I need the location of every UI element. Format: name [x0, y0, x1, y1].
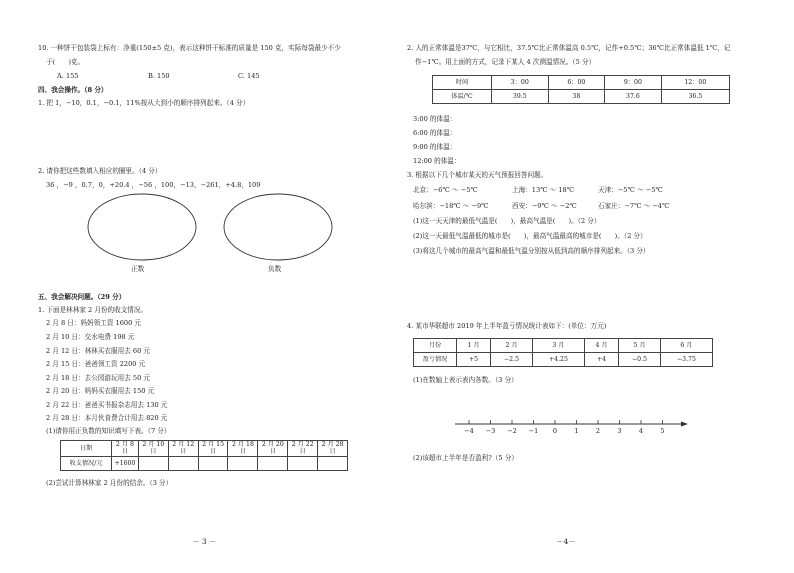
city-temp: 北京：−6℃ ～ −5℃ — [413, 186, 478, 194]
record-item: 2 月 12 日：林林买衣服用去 60 元 — [46, 347, 150, 355]
table-row — [414, 353, 713, 367]
answer-line: 9:00 的体温： — [413, 143, 457, 151]
q3-sub2: (2)这一天最低气温最低的城市是( )，最高气温最高的城市是( )。（2 分） — [413, 232, 647, 240]
table-header: 月份 — [414, 339, 457, 353]
answer-line: 3:00 的体温： — [413, 115, 457, 123]
table-header: 3：00 — [492, 76, 549, 90]
table-cell[interactable] — [168, 456, 198, 470]
table-header: 2 月 22 日 — [288, 441, 318, 457]
table-cell: −0.5 — [619, 353, 661, 367]
number-line-label: −1 — [528, 427, 539, 435]
city-temp: 哈尔滨：−18℃ ～ −9℃ — [413, 202, 489, 210]
table-cell: 36.5 — [661, 90, 729, 104]
table-cell: 39.5 — [492, 90, 549, 104]
number-line-label: 1 — [574, 427, 579, 435]
table-header: 1 月 — [457, 339, 491, 353]
table-cell: +5 — [457, 353, 491, 367]
q10-text: 10. 一种饼干包装袋上标有：净重(150±5 克)，表示这种饼干标准的质量是 150 克，实际每袋最少不少 — [38, 44, 341, 52]
answer-line: 6:00 的体温： — [413, 129, 457, 137]
number-line-label: −2 — [507, 427, 517, 435]
table-header: 9：00 — [605, 76, 662, 90]
table-cell: 37.6 — [605, 90, 662, 104]
q2-text-cont: 作−1℃。用上面的方式，记录下某人 4 次测温情况。（5 分） — [415, 58, 596, 66]
q10-option-b: B. 150 — [148, 72, 170, 80]
table-cell[interactable] — [318, 456, 348, 470]
section5-sub2: (2)尝试计算林林家 2 月份的结余。（3 分） — [46, 479, 173, 487]
q2-text: 2. 人的正常体温是37℃，与它相比，37.5℃比正常体温高 0.5℃，记作+0.5℃；36℃比正常体温低 1℃，记 — [407, 44, 731, 52]
number-line-label: 3 — [617, 427, 622, 435]
table-header: 3 月 — [532, 339, 584, 353]
record-item: 2 月 10 日：交水电费 198 元 — [46, 333, 135, 341]
table-header: 4 月 — [584, 339, 618, 353]
city-temp: 西安：−9℃ ～ −2℃ — [512, 202, 577, 210]
table-cell: −2.5 — [491, 353, 533, 367]
number-line — [455, 418, 695, 438]
q3-text: 3. 根据以下几个城市某天的天气预报回答问题。 — [407, 171, 548, 179]
table-cell: 38 — [548, 90, 605, 104]
answer-line: 12:00 的体温： — [413, 157, 461, 165]
table-header: 2 月 15 日 — [198, 441, 228, 457]
section5-title: 五、我会解决问题。（29 分） — [38, 293, 126, 301]
row-label: 收支情况/元 — [61, 456, 112, 470]
record-item: 2 月 28 日：本月伙食费合计用去 820 元 — [46, 414, 168, 422]
positive-ellipse — [86, 192, 198, 262]
table-header: 2 月 8 日 — [112, 441, 139, 457]
table-cell: +4.25 — [532, 353, 584, 367]
record-item: 2 月 20 日：妈妈买衣服用去 150 元 — [46, 387, 155, 395]
row-label: 体温/℃ — [433, 90, 492, 104]
table-header: 2 月 — [491, 339, 533, 353]
page-number-left: － 3 － — [192, 537, 217, 546]
table-cell[interactable]: +1600 — [112, 456, 139, 470]
number-line-label: −3 — [485, 427, 496, 435]
table-header: 2 月 10 日 — [138, 441, 168, 457]
record-item: 2 月 22 日：爸爸买书报杂志用去 130 元 — [46, 401, 168, 409]
section4-title: 四、我会操作。（8 分） — [38, 86, 108, 94]
profit-loss-table — [413, 338, 713, 367]
number-line-label: 5 — [660, 427, 665, 435]
number-line-label: 0 — [552, 427, 558, 435]
table-cell: +4 — [584, 353, 618, 367]
negative-label: 负数 — [268, 265, 282, 273]
table-cell[interactable] — [258, 456, 288, 470]
table-header: 6 月 — [660, 339, 712, 353]
table-row — [433, 90, 730, 104]
table-header: 6：00 — [548, 76, 605, 90]
section4-q1: 1. 把 1，−10，0.1，−0.1，11%按从大到小的顺序排列起来。（4 分） — [38, 99, 250, 107]
table-cell[interactable] — [288, 456, 318, 470]
q10-text-cont: 于( )克。 — [46, 58, 85, 66]
city-temp: 上海：13℃ ～ 18℃ — [512, 186, 575, 194]
table-header: 2 月 20 日 — [258, 441, 288, 457]
q3-sub1: (1)这一天天津的最低气温是( )，最高气温是( )。（2 分） — [413, 217, 601, 225]
page-number-right: －4－ — [556, 537, 576, 546]
city-temp: 天津：−5℃ ～ −5℃ — [598, 186, 663, 194]
table-cell[interactable] — [138, 456, 168, 470]
section5-sub1: (1)请你用正负数的知识填写下表。（7 分） — [46, 427, 171, 435]
table-row — [433, 76, 730, 90]
table-header: 2 月 12 日 — [168, 441, 198, 457]
q4-sub1: (1)在数轴上表示表内各数。（3 分） — [413, 376, 518, 384]
q3-sub3: (3)将这几个城市的最高气温和最低气温分别按从低到高的顺序排列起来。（3 分） — [413, 247, 650, 255]
table-header: 2 月 18 日 — [228, 441, 258, 457]
record-item: 2 月 15 日：爸爸领工资 2200 元 — [46, 360, 146, 368]
income-expense-table — [60, 440, 348, 471]
city-temp: 石家庄：−7℃ ～ −4℃ — [598, 202, 670, 210]
q4-sub2: (2)该超市上半年是否盈利?（5 分） — [413, 454, 518, 462]
table-header: 5 月 — [619, 339, 661, 353]
number-line-label: −4 — [464, 427, 474, 435]
positive-label: 正数 — [131, 265, 145, 273]
table-cell: −3.75 — [660, 353, 712, 367]
row-label: 盈亏情况 — [414, 353, 457, 367]
table-header: 12：00 — [661, 76, 729, 90]
temperature-table — [432, 75, 730, 104]
number-list: 36 ，−9 ，0.7，0，+20.4 ，−56 ，100，−13，−261，+4.8，109 — [46, 181, 261, 189]
section4-q2: 2. 请你把这些数填入相应的圈里。（4 分） — [38, 167, 162, 175]
table-row — [414, 339, 713, 353]
table-cell[interactable] — [228, 456, 258, 470]
table-header: 时间 — [433, 76, 492, 90]
number-line-label: 2 — [595, 427, 601, 435]
record-item: 2 月 18 日：去公园游玩用去 50 元 — [46, 374, 150, 382]
table-header: 日期 — [61, 441, 112, 457]
q10-option-a: A. 155 — [57, 72, 79, 80]
number-line-label: 4 — [638, 427, 644, 435]
q4-text: 4. 某市华联超市 2019 年上半年盈亏情况统计表如下：(单位：万元) — [407, 322, 607, 330]
record-item: 2 月 8 日：妈妈领工资 1600 元 — [46, 319, 141, 327]
negative-ellipse — [222, 192, 334, 262]
table-row — [61, 456, 348, 470]
table-header: 2 月 28 日 — [318, 441, 348, 457]
table-cell[interactable] — [198, 456, 228, 470]
q10-option-c: C. 145 — [238, 72, 260, 80]
table-row — [61, 441, 348, 457]
section5-q1-intro: 1. 下面是林林家 2 月份的收支情况。 — [38, 306, 148, 314]
